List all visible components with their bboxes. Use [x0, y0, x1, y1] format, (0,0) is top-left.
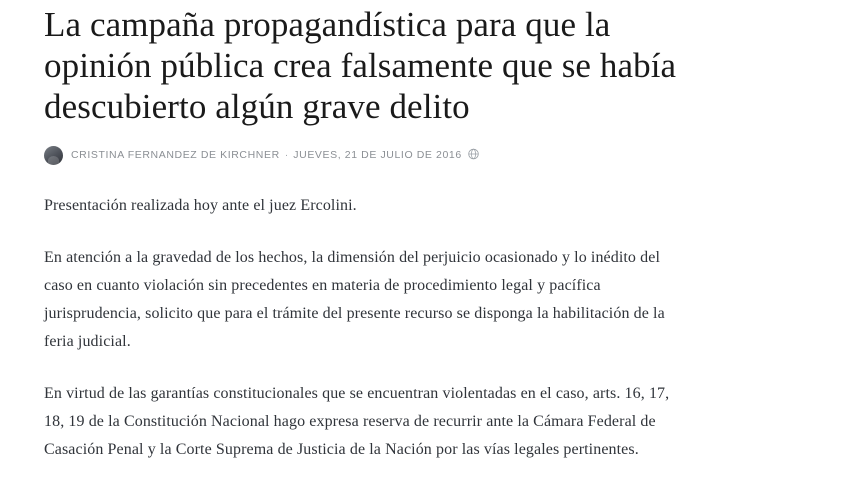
byline-date: JUEVES, 21 DE JULIO DE 2016 — [293, 149, 462, 161]
byline-separator: · — [284, 149, 289, 161]
paragraph-1: Presentación realizada hoy ante el juez Ercolini. — [44, 197, 357, 214]
article-body — [44, 192, 684, 464]
globe-icon — [468, 149, 479, 163]
byline — [44, 144, 810, 166]
paragraph-2: En atención a la gravedad de los hechos, la dimensión del perjuicio ocasionado y lo inédito del caso en cuanto violación sin precedentes en materia de procedimiento legal y pacífica jurisprudencia, solicito que para el trámite del presente recurso se disponga la habilitación de la feria judicial. — [44, 249, 665, 350]
avatar[interactable] — [44, 146, 63, 165]
paragraph-3: En virtud de las garantías constitucionales que se encuentran violentadas en el caso, arts. 16, 17, 18, 19 de la Constitución Nacional hago expresa reserva de recurrir ante la Cámara Federal de Casación Penal y la Corte Suprema de Justicia de la Nación por las vías legales pertinentes. — [44, 385, 670, 458]
byline-author[interactable]: CRISTINA FERNANDEZ DE KIRCHNER — [71, 149, 280, 161]
page-title: La campaña propagandística para que la opinión pública crea falsamente que se había descubierto algún grave delito — [44, 5, 677, 126]
